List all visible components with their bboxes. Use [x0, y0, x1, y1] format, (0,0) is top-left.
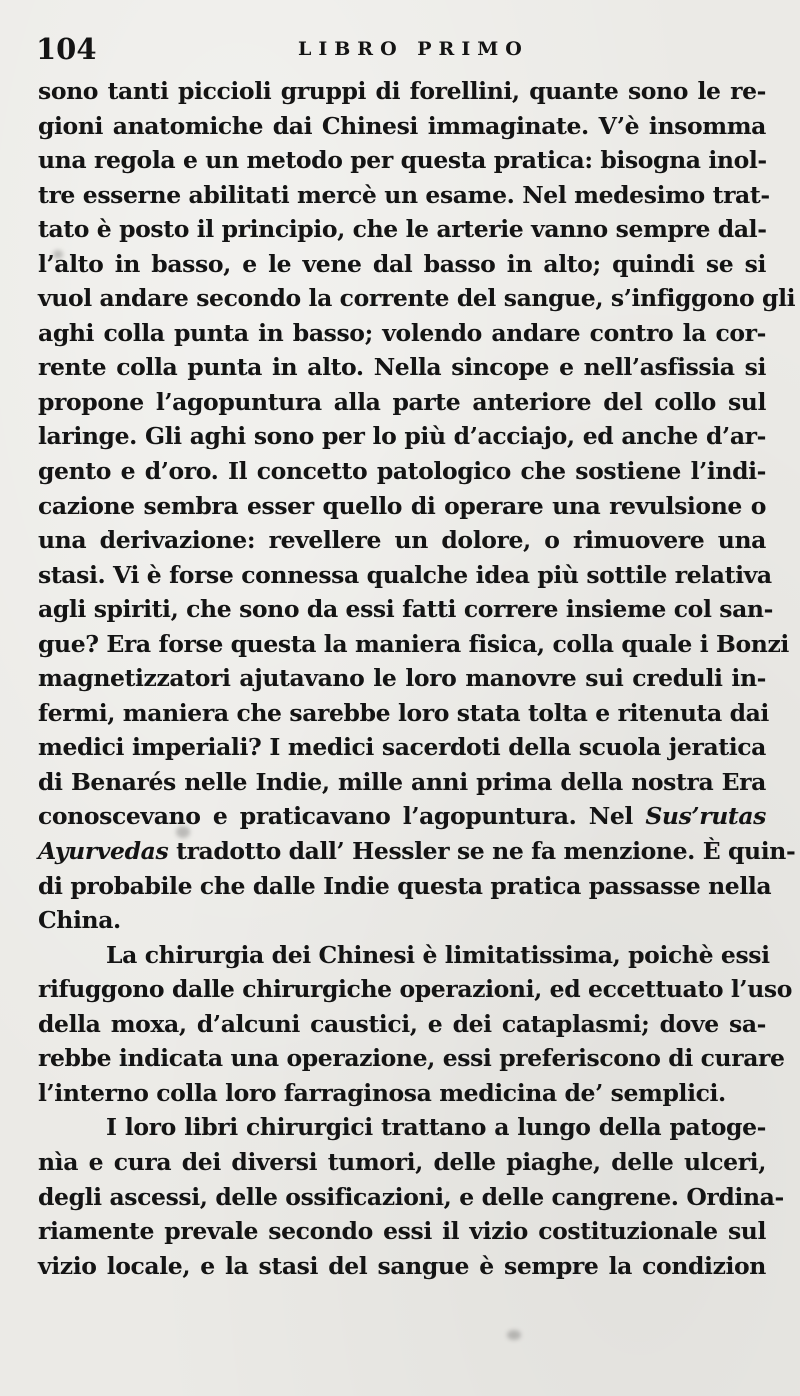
text-line: agli spiriti, che sono da essi fatti correre insieme col san-: [38, 595, 773, 624]
text-line: vizio locale, e la stasi del sangue è sempre la condizion: [38, 1251, 766, 1280]
text-line: una derivazione: revellere un dolore, o rimuovere una: [38, 526, 766, 555]
text-line: aghi colla punta in basso; volendo andare contro la cor-: [38, 318, 766, 347]
text-line: vuol andare secondo la corrente del sangue, s’infiggono gli: [38, 284, 796, 313]
text-line: China.: [38, 906, 121, 935]
text-line: gioni anatomiche dai Chinesi immaginate. V’è insomma: [38, 111, 766, 140]
text-line: rebbe indicata una operazione, essi preferiscono di curare: [38, 1044, 785, 1073]
ink-smudge: [507, 1330, 521, 1340]
ink-smudge: [176, 826, 190, 838]
text-line: gento e d’oro. Il concetto patologico che sostiene l’indi-: [38, 457, 766, 486]
text-line-with-italic: [38, 799, 766, 834]
text-line: gue? Era forse questa la maniera fisica, colla quale i Bonzi: [38, 629, 789, 658]
text-line: propone l’agopuntura alla parte anteriore del collo sul: [38, 387, 766, 416]
text-line: l’alto in basso, e le vene dal basso in alto; quindi se si: [38, 249, 766, 278]
text-line: rente colla punta in alto. Nella sincope e nell’asfissia si: [38, 353, 766, 382]
text-line: medici imperiali? I medici sacerdoti della scuola jeratica: [38, 733, 766, 762]
text-line: cazione sembra esser quello di operare una revulsione o: [38, 491, 766, 520]
text-line: tre esserne abilitati mercè un esame. Nel medesimo trat-: [38, 180, 770, 209]
italic-title: Ayurvedas: [38, 837, 169, 866]
text-segment: conoscevano e praticavano l’agopuntura. Nel: [38, 802, 633, 831]
text-line: fermi, maniera che sarebbe loro stata tolta e ritenuta dai: [38, 698, 769, 727]
running-head: LIBRO PRIMO: [298, 38, 529, 60]
text-line: riamente prevale secondo essi il vizio costituzionale sul: [38, 1217, 766, 1246]
text-line: stasi. Vi è forse connessa qualche idea più sottile relativa: [38, 560, 772, 589]
text-line: rifuggono dalle chirurgiche operazioni, ed eccettuato l’uso: [38, 975, 792, 1004]
text-line: magnetizzatori ajutavano le loro manovre sui creduli in-: [38, 664, 766, 693]
text-line: degli ascessi, delle ossificazioni, e delle cangrene. Ordina-: [38, 1182, 784, 1211]
text-line: una regola e un metodo per questa pratica: bisogna inol-: [38, 146, 767, 175]
page-number: 104: [36, 32, 97, 66]
body-text: [38, 74, 796, 1283]
text-line: I loro libri chirurgici trattano a lungo della patoge-: [106, 1113, 766, 1142]
text-line: laringe. Gli aghi sono per lo più d’acciajo, ed anche d’ar-: [38, 422, 766, 451]
page-header: [36, 32, 764, 72]
text-line: di probabile che dalle Indie questa pratica passasse nella: [38, 871, 772, 900]
text-line: di Benarés nelle Indie, mille anni prima della nostra Era: [38, 767, 766, 796]
text-line: tato è posto il principio, che le arterie vanno sempre dal-: [38, 215, 767, 244]
italic-title: Sus’rutas: [645, 802, 766, 831]
text-line: La chirurgia dei Chinesi è limitatissima, poichè essi: [106, 940, 770, 969]
text-line: sono tanti piccioli gruppi di forellini, quante sono le re-: [38, 77, 766, 105]
text-line-with-italic: [38, 834, 796, 869]
text-line: nìa e cura dei diversi tumori, delle piaghe, delle ulceri,: [38, 1147, 766, 1176]
ink-smudge: [53, 250, 63, 259]
text-line: l’interno colla loro farraginosa medicina de’ semplici.: [38, 1078, 726, 1107]
text-line: della moxa, d’alcuni caustici, e dei cataplasmi; dove sa-: [38, 1009, 766, 1038]
text-segment: tradotto dall’ Hessler se ne fa menzione. È quin-: [176, 837, 796, 866]
